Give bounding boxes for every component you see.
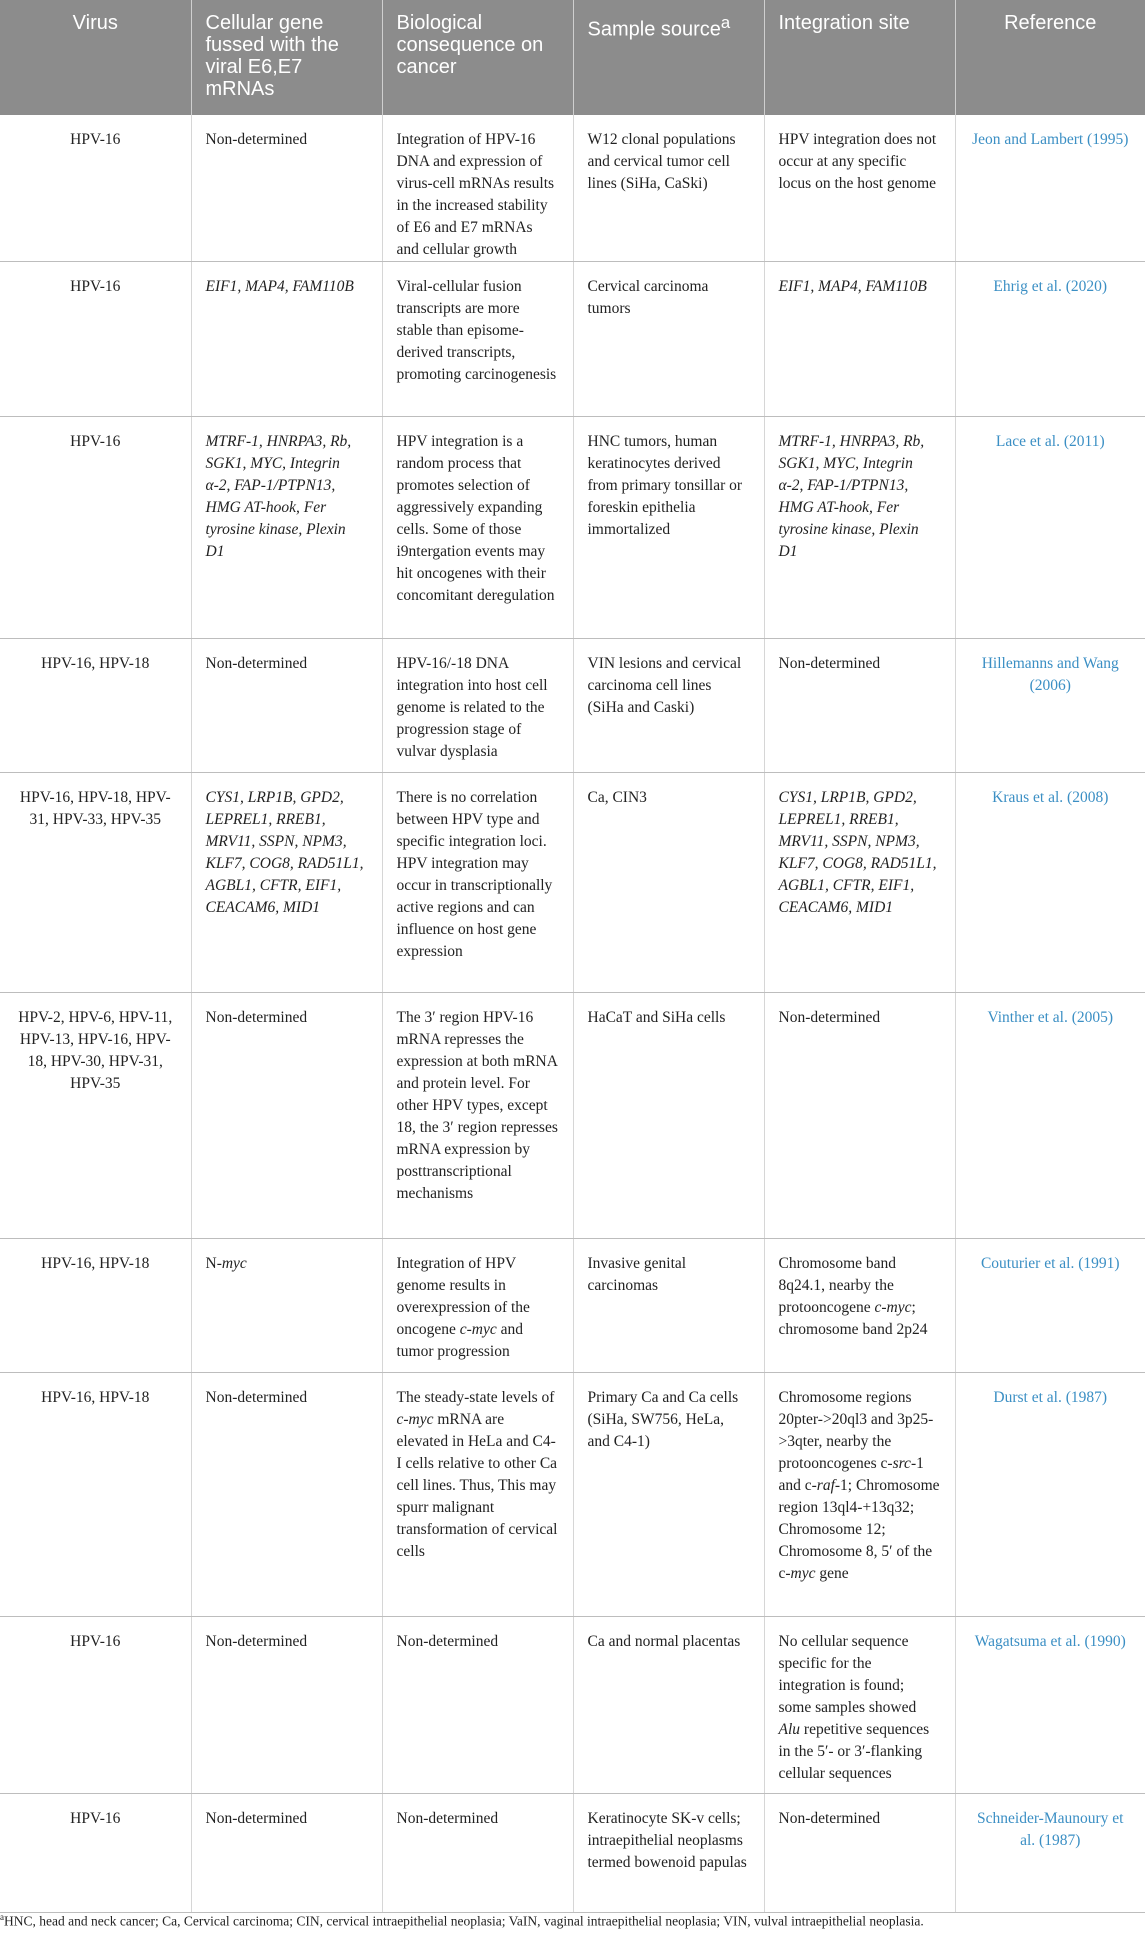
site-italic: src: [892, 1455, 911, 1472]
cell-site: Non-determined: [764, 1794, 955, 1913]
consequence-part: The steady-state levels of: [396, 1389, 555, 1406]
cell-virus: HPV-16, HPV-18: [0, 639, 191, 773]
cell-sample: Cervical carcinoma tumors: [573, 262, 764, 417]
table-row: [0, 993, 1145, 1239]
cell-sample: Primary Ca and Ca cells (SiHa, SW756, HeLa, and C4-1): [573, 1373, 764, 1617]
cell-gene: [191, 1239, 382, 1373]
reference-link[interactable]: Kraus et al. (2008): [955, 773, 1145, 993]
cell-virus: HPV-16: [0, 115, 191, 262]
reference-link[interactable]: Couturier et al. (1991): [955, 1239, 1145, 1373]
header-sample: [573, 0, 764, 115]
cell-consequence: Integration of HPV-16 DNA and expression of virus-cell mRNAs results in the increased stability of E6 and E7 mRNAs and cellular growth: [382, 115, 573, 262]
cell-virus: HPV-2, HPV-6, HPV-11, HPV-13, HPV-16, HPV-18, HPV-30, HPV-31, HPV-35: [0, 993, 191, 1239]
header-gene: Cellular gene fussed with the viral E6,E7 mRNAs: [191, 0, 382, 115]
cell-gene: Non-determined: [191, 993, 382, 1239]
table-row: [0, 115, 1145, 262]
cell-sample: HaCaT and SiHa cells: [573, 993, 764, 1239]
cell-site: Non-determined: [764, 639, 955, 773]
table-row: [0, 639, 1145, 773]
table-row: [0, 1617, 1145, 1794]
header-reference: Reference: [955, 0, 1145, 115]
cell-gene: Non-determined: [191, 115, 382, 262]
site-part: Chromosome band 8q24.1, nearby the protooncogene: [778, 1255, 897, 1316]
cell-consequence: Non-determined: [382, 1617, 573, 1794]
cell-site: [764, 1373, 955, 1617]
cell-site: EIF1, MAP4, FAM110B: [764, 262, 955, 417]
cell-virus: HPV-16: [0, 417, 191, 639]
gene-italic: myc: [221, 1255, 247, 1272]
site-italic: raf: [816, 1477, 835, 1494]
footnote-marker: a: [0, 1912, 4, 1922]
cell-sample: Keratinocyte SK-v cells; intraepithelial neoplasms termed bowenoid papulas: [573, 1794, 764, 1913]
consequence-part: Integration of HPV genome results in overexpression of the oncogene: [396, 1255, 530, 1338]
cell-site: HPV integration does not occur at any specific locus on the host genome: [764, 115, 955, 262]
cell-consequence: [382, 1373, 573, 1617]
gene-prefix: N-: [205, 1255, 222, 1272]
site-part: repetitive sequences in the 5′- or 3′-flanking cellular sequences: [778, 1721, 930, 1782]
reference-link[interactable]: Vinther et al. (2005): [955, 993, 1145, 1239]
cell-consequence: HPV integration is a random process that promotes selection of aggressively expanding cells. Some of those i9ntergation events may hit oncogenes with their concomitant deregulation: [382, 417, 573, 639]
table-row: [0, 773, 1145, 993]
reference-link[interactable]: Lace et al. (2011): [955, 417, 1145, 639]
table-footnote: [0, 1912, 1145, 1930]
site-italic: myc: [790, 1565, 816, 1582]
table-row: [0, 1794, 1145, 1913]
reference-link[interactable]: Jeon and Lambert (1995): [955, 115, 1145, 262]
consequence-part: and tumor progression: [396, 1321, 524, 1360]
header-sample-label: Sample source: [587, 18, 721, 41]
site-part: Chromosome regions 20pter->20ql3 and 3p25->3qter, nearby the protooncogenes c-: [778, 1389, 934, 1472]
site-part: gene: [815, 1565, 849, 1582]
table-row: [0, 1373, 1145, 1617]
cell-gene: MTRF-1, HNRPA3, Rb, SGK1, MYC, Integrin α-2, FAP-1/PTPN13, HMG AT-hook, Fer tyrosine kinase, Plexin D1: [191, 417, 382, 639]
site-part: -1 and c-: [778, 1455, 924, 1494]
table-header-row: [0, 0, 1145, 115]
cell-gene: EIF1, MAP4, FAM110B: [191, 262, 382, 417]
reference-link[interactable]: Schneider-Maunoury et al. (1987): [955, 1794, 1145, 1913]
table-row: [0, 1239, 1145, 1373]
reference-link[interactable]: Ehrig et al. (2020): [955, 262, 1145, 417]
cell-virus: HPV-16, HPV-18, HPV-31, HPV-33, HPV-35: [0, 773, 191, 993]
cell-sample: Invasive genital carcinomas: [573, 1239, 764, 1373]
consequence-italic: c-myc: [459, 1321, 497, 1338]
cell-consequence: HPV-16/-18 DNA integration into host cell genome is related to the progression stage of vulvar dysplasia: [382, 639, 573, 773]
site-italic: Alu: [778, 1721, 801, 1738]
cell-consequence: [382, 1239, 573, 1373]
cell-virus: HPV-16, HPV-18: [0, 1239, 191, 1373]
footnote-text: HNC, head and neck cancer; Ca, Cervical carcinoma; CIN, cervical intraepithelial neoplasia; VaIN, vaginal intraepithelial neoplasia; VIN, vulval intraepithelial neoplasia.: [4, 1913, 924, 1929]
site-part: -1; Chromosome region 13ql4-+13q32; Chromosome 12; Chromosome 8, 5′ of the c-: [778, 1477, 940, 1582]
reference-link[interactable]: Wagatsuma et al. (1990): [955, 1617, 1145, 1794]
cell-virus: HPV-16: [0, 262, 191, 417]
cell-site: [764, 1617, 955, 1794]
cell-site: [764, 1239, 955, 1373]
cell-sample: Ca, CIN3: [573, 773, 764, 993]
cell-virus: HPV-16: [0, 1617, 191, 1794]
consequence-italic: c-myc: [396, 1411, 434, 1428]
cell-site: MTRF-1, HNRPA3, Rb, SGK1, MYC, Integrin α-2, FAP-1/PTPN13, HMG AT-hook, Fer tyrosine kinase, Plexin D1: [764, 417, 955, 639]
cell-virus: HPV-16: [0, 1794, 191, 1913]
header-virus: Virus: [0, 0, 191, 115]
site-part: No cellular sequence specific for the integration is found; some samples showed: [778, 1633, 917, 1716]
cell-consequence: There is no correlation between HPV type and specific integration loci. HPV integration may occur in transcriptionally active regions and can influence on host gene expression: [382, 773, 573, 993]
site-part: ; chromosome band 2p24: [778, 1299, 928, 1338]
cell-gene: Non-determined: [191, 1794, 382, 1913]
reference-link[interactable]: Durst et al. (1987): [955, 1373, 1145, 1617]
cell-gene: CYS1, LRP1B, GPD2, LEPREL1, RREB1, MRV11, SSPN, NPM3, KLF7, COG8, RAD51L1, AGBL1, CFTR, EIF1, CEACAM6, MID1: [191, 773, 382, 993]
cell-sample: VIN lesions and cervical carcinoma cell lines (SiHa and Caski): [573, 639, 764, 773]
cell-sample: W12 clonal populations and cervical tumor cell lines (SiHa, CaSki): [573, 115, 764, 262]
cell-consequence: Viral-cellular fusion transcripts are more stable than episome-derived transcripts, promoting carcinogenesis: [382, 262, 573, 417]
consequence-part: mRNA are elevated in HeLa and C4-I cells relative to other Ca cell lines. Thus, This may spurr malignant transformation of cervical cells: [396, 1411, 558, 1560]
table-row: [0, 417, 1145, 639]
table-row: [0, 262, 1145, 417]
site-italic: c-myc: [874, 1299, 912, 1316]
cell-gene: Non-determined: [191, 639, 382, 773]
cell-virus: HPV-16, HPV-18: [0, 1373, 191, 1617]
header-consequence: Biological consequence on cancer: [382, 0, 573, 115]
cell-consequence: The 3′ region HPV-16 mRNA represses the expression at both mRNA and protein level. For other HPV types, except 18, the 3′ region represses mRNA expression by posttranscriptional mechanisms: [382, 993, 573, 1239]
cell-consequence: Non-determined: [382, 1794, 573, 1913]
header-sample-footnote-marker: a: [720, 13, 731, 32]
header-site: Integration site: [764, 0, 955, 115]
cell-site: Non-determined: [764, 993, 955, 1239]
cell-sample: HNC tumors, human keratinocytes derived from primary tonsillar or foreskin epithelia immortalized: [573, 417, 764, 639]
cell-site: CYS1, LRP1B, GPD2, LEPREL1, RREB1, MRV11, SSPN, NPM3, KLF7, COG8, RAD51L1, AGBL1, CFTR, EIF1, CEACAM6, MID1: [764, 773, 955, 993]
reference-link[interactable]: Hillemanns and Wang (2006): [955, 639, 1145, 773]
cell-gene: Non-determined: [191, 1617, 382, 1794]
cell-sample: Ca and normal placentas: [573, 1617, 764, 1794]
cell-gene: Non-determined: [191, 1373, 382, 1617]
